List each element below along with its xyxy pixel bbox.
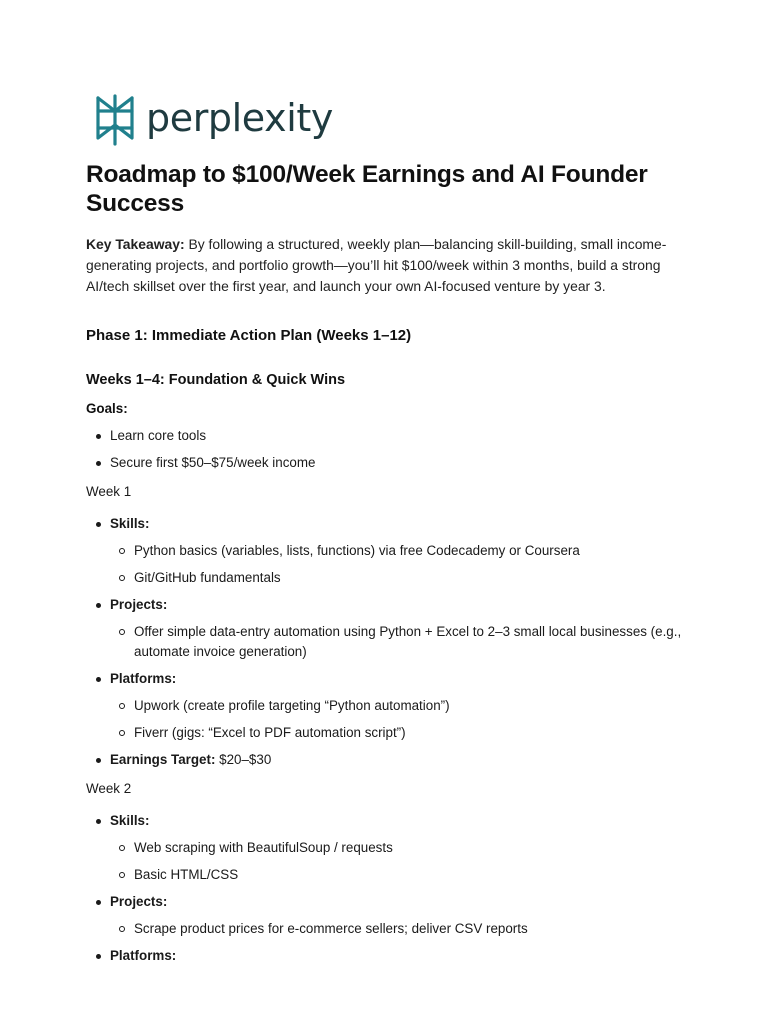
platforms-sublist <box>110 696 686 743</box>
phase-heading: Phase 1: Immediate Action Plan (Weeks 1–12) <box>86 327 412 344</box>
skills-label: Skills: <box>110 813 150 828</box>
week-2-label: Week 2 <box>86 781 132 796</box>
projects-sublist <box>110 622 686 662</box>
skills-sublist <box>110 838 686 885</box>
sub-list-item: Offer simple data-entry automation using Python + Excel to 2–3 small local businesses (e.g., automate invoice generation) <box>110 622 686 662</box>
brand-wordmark: perplexity <box>146 96 333 140</box>
document-body <box>86 160 686 966</box>
sub-list-item: Python basics (variables, lists, functions) via free Codecademy or Coursera <box>110 541 686 561</box>
sub-list-item: Fiverr (gigs: “Excel to PDF automation script”) <box>110 723 686 743</box>
week-2-list <box>86 811 686 966</box>
list-item-projects <box>86 892 686 939</box>
sub-list-item: Git/GitHub fundamentals <box>110 568 686 588</box>
sub-list-item: Web scraping with BeautifulSoup / requests <box>110 838 686 858</box>
perplexity-logo-icon <box>94 94 136 146</box>
platforms-label: Platforms: <box>110 671 177 686</box>
list-item-skills <box>86 514 686 588</box>
earnings-label: Earnings Target: <box>110 752 216 767</box>
key-takeaway-label: Key Takeaway: <box>86 236 185 252</box>
platforms-label: Platforms: <box>110 948 177 963</box>
list-item: Secure first $50–$75/week income <box>86 453 686 473</box>
skills-label: Skills: <box>110 516 150 531</box>
brand-logo <box>94 93 333 147</box>
list-item-projects <box>86 595 686 662</box>
list-item: Learn core tools <box>86 426 686 446</box>
key-takeaway <box>86 234 686 297</box>
earnings-value: $20–$30 <box>219 752 272 767</box>
list-item-skills <box>86 811 686 885</box>
document-title: Roadmap to $100/Week Earnings and AI Founder Success <box>86 161 648 217</box>
projects-label: Projects: <box>110 597 168 612</box>
goals-label: Goals: <box>86 401 128 416</box>
list-item-earnings <box>86 750 686 770</box>
projects-sublist <box>110 919 686 939</box>
sub-list-item: Basic HTML/CSS <box>110 865 686 885</box>
list-item-platforms <box>86 946 686 966</box>
list-item-platforms <box>86 669 686 743</box>
goals-list <box>86 426 686 473</box>
sub-list-item: Upwork (create profile targeting “Python automation”) <box>110 696 686 716</box>
section-heading: Weeks 1–4: Foundation & Quick Wins <box>86 372 346 388</box>
skills-sublist <box>110 541 686 588</box>
projects-label: Projects: <box>110 894 168 909</box>
week-1-list <box>86 514 686 770</box>
key-takeaway-text: By following a structured, weekly plan—balancing skill-building, small income-generating projects, and portfolio growth—you’ll hit $100/week within 3 months, build a strong AI/tech skillset over the first year, and launch your own AI-focused venture by year 3. <box>86 236 667 294</box>
sub-list-item: Scrape product prices for e-commerce sellers; deliver CSV reports <box>110 919 686 939</box>
week-1-label: Week 1 <box>86 484 132 499</box>
